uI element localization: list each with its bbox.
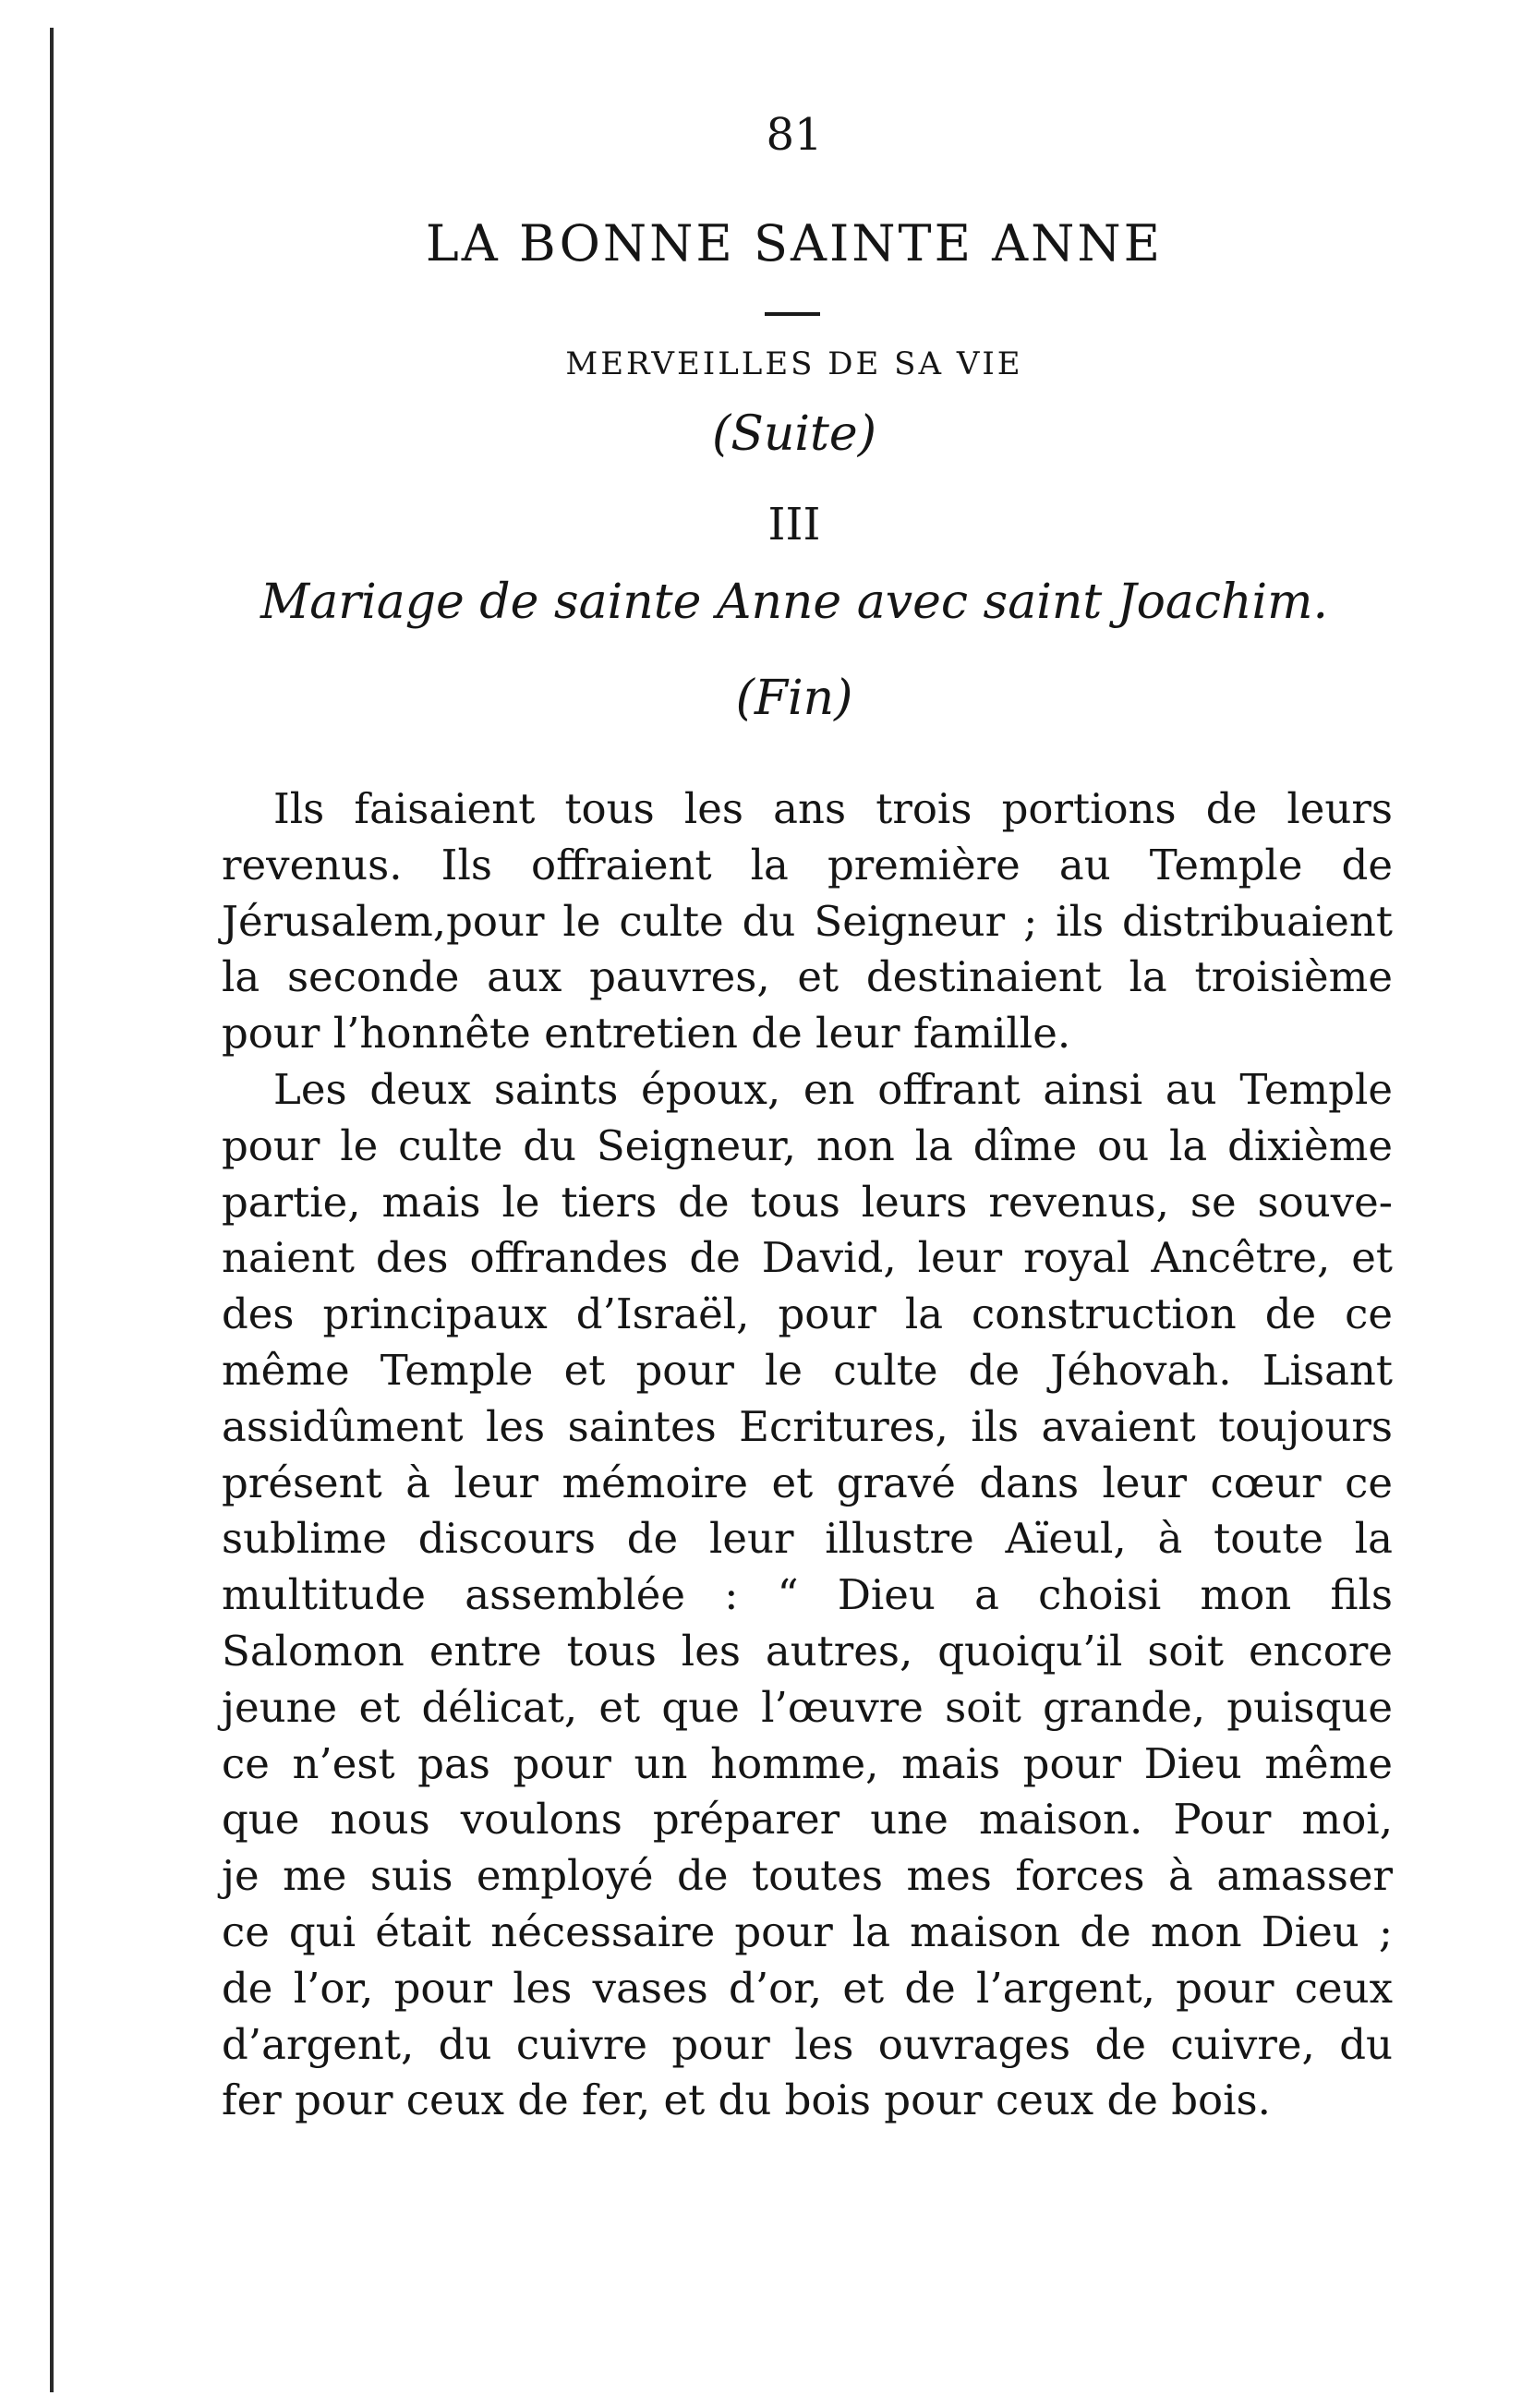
text-line: naient des offrandes de David, leur royal Ancêtre, et <box>222 1233 1393 1283</box>
title-rule <box>765 312 820 316</box>
page-binding-edge <box>50 28 54 2392</box>
subtitle: MERVEILLES DE SA VIE <box>565 345 1023 382</box>
text-line: je me suis employé de toutes mes forces à amasser <box>222 1851 1393 1901</box>
text-line: ce qui était nécessaire pour la maison de mon Dieu ; <box>222 1906 1393 1956</box>
page-number: 81 <box>766 109 823 161</box>
text-line: Les deux saints époux, en offrant ainsi au Temple <box>273 1064 1393 1114</box>
text-line: pour l’honnête entretien de leur famille. <box>222 1009 1071 1059</box>
text-line: de l’or, pour les vases d’or, et de l’argent, pour ceux <box>222 1963 1393 2013</box>
text-line: que nous voulons préparer une maison. Pour moi, <box>222 1795 1393 1845</box>
text-line: Jérusalem,pour le culte du Seigneur ; ils distribuaient <box>222 896 1393 946</box>
text-line: multitude assemblée : “ Dieu a choisi mon fils <box>222 1570 1393 1620</box>
chapter-title: Mariage de sainte Anne avec saint Joachim. <box>260 575 1329 630</box>
text-line: des principaux d’Israël, pour la construction de ce <box>222 1289 1393 1339</box>
text-line: partie, mais le tiers de tous leurs revenus, se souve- <box>222 1177 1393 1227</box>
text-line: d’argent, du cuivre pour les ouvrages de cuivre, du <box>222 2019 1393 2069</box>
paragraph-1 <box>222 781 1393 1062</box>
text-line: jeune et délicat, et que l’œuvre soit grande, puisque <box>222 1682 1393 1732</box>
text-line: présent à leur mémoire et gravé dans leur cœur ce <box>222 1458 1393 1507</box>
continued-label: (Suite) <box>712 406 876 462</box>
text-line: fer pour ceux de fer, et du bois pour ceux de bois. <box>222 2075 1271 2125</box>
end-marker: (Fin) <box>735 671 853 726</box>
text-line: ce n’est pas pour un homme, mais pour Dieu même <box>222 1738 1393 1788</box>
text-line: assidûment les saintes Ecritures, ils avaient toujours <box>222 1401 1393 1451</box>
text-line: la seconde aux pauvres, et destinaient la troisième <box>222 952 1393 1002</box>
body-text <box>222 781 1393 2129</box>
text-line: même Temple et pour le culte de Jéhovah. Lisant <box>222 1345 1393 1395</box>
section-number: III <box>767 499 821 551</box>
page-title: LA BONNE SAINTE ANNE <box>425 214 1164 272</box>
text-line: Salomon entre tous les autres, quoiqu’il soit encore <box>222 1626 1393 1676</box>
text-line: pour le culte du Seigneur, non la dîme ou la dixième <box>222 1120 1393 1170</box>
text-line: sublime discours de leur illustre Aïeul, à toute la <box>222 1514 1393 1564</box>
text-line: revenus. Ils offraient la première au Temple de <box>222 840 1393 889</box>
paragraph-2 <box>222 1062 1393 2129</box>
text-line: Ils faisaient tous les ans trois portions de leurs <box>273 784 1393 833</box>
